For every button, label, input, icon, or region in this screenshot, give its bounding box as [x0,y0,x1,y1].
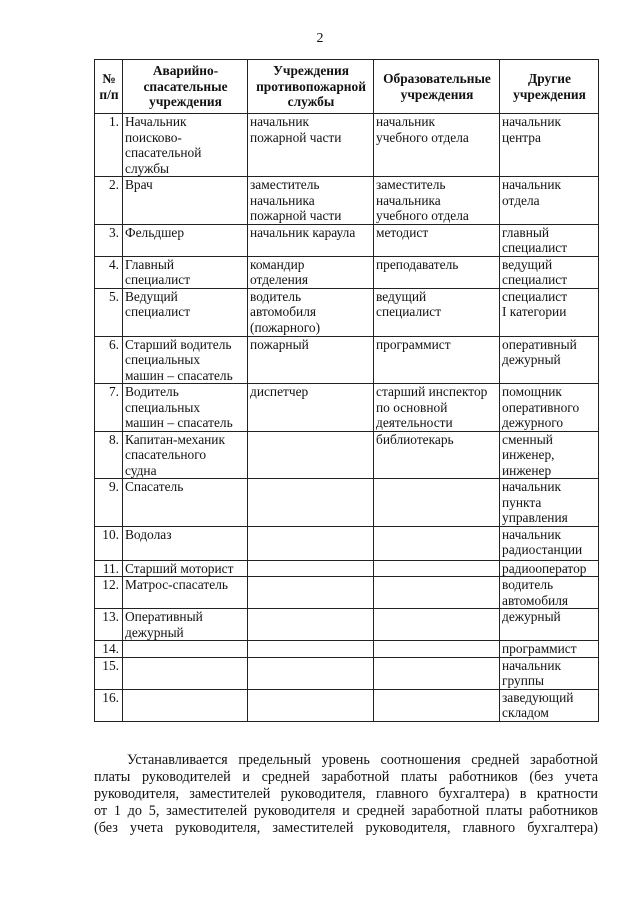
cell-text: 8. [108,431,119,447]
rescue-cell [123,114,248,177]
educational-cell [374,479,500,527]
row-number-cell [95,560,123,577]
cell-text: Матрос-спасатель [125,577,228,592]
rescue-cell [123,689,248,721]
row-number-cell [95,256,123,288]
other-cell [500,224,599,256]
fire-service-cell [248,560,374,577]
rescue-cell [123,479,248,527]
cell-text: водитель автомобиля (пожарного) [250,288,321,335]
row-number-cell [95,384,123,432]
educational-cell [374,114,500,177]
table-row [95,336,599,384]
rescue-cell [123,431,248,479]
cell-text: Капитан-механик спасательного судна [125,431,225,478]
cell-text: Главный специалист [125,256,191,287]
rescue-cell [123,256,248,288]
cell-text: заведующий складом [502,689,574,720]
cell-text: 5. [108,288,119,304]
fire-service-cell [248,577,374,609]
fire-service-cell [248,609,374,641]
cell-text: Спасатель [125,479,184,494]
header-number: № п/п [95,60,123,114]
table-row [95,609,599,641]
other-cell [500,609,599,641]
cell-text: начальник радиостанции [502,526,583,557]
other-cell [500,336,599,384]
cell-text: 11. [102,560,119,576]
cell-text: начальник учебного отдела [376,114,469,145]
rescue-cell [123,384,248,432]
educational-cell [374,431,500,479]
fire-service-cell [248,177,374,225]
table-row [95,224,599,256]
other-cell [500,431,599,479]
cell-text: дежурный [502,609,561,624]
cell-text: диспетчер [250,384,309,399]
header-rescue-institutions: Аварийно- спасательные учреждения [123,60,248,114]
educational-cell [374,526,500,560]
other-cell [500,689,599,721]
rescue-cell [123,288,248,336]
row-number-cell [95,224,123,256]
table-row [95,114,599,177]
cell-text: Водолаз [125,526,172,542]
row-number-cell [95,431,123,479]
cell-text: Старший водитель специальных машин – спасатель [125,336,233,383]
cell-text: 4. [108,256,119,272]
row-number-cell [95,609,123,641]
table-body [95,114,599,722]
cell-text: начальник группы [502,657,561,688]
paragraph-line: (без учета руководителя, заместителей руководителя, главного бухгалтера) [94,820,598,836]
cell-text: программист [502,641,577,656]
fire-service-cell [248,431,374,479]
other-cell [500,114,599,177]
other-cell [500,657,599,689]
cell-text: ведущий специалист [502,256,568,287]
cell-text: 6. [108,336,119,352]
cell-text: 10. [102,526,119,542]
cell-text: 16. [102,689,119,705]
rescue-cell [123,177,248,225]
fire-service-cell [248,336,374,384]
rescue-cell [123,577,248,609]
table-row [95,641,599,658]
educational-cell [374,641,500,658]
other-cell [500,256,599,288]
cell-text: 15. [102,657,119,673]
cell-text: Ведущий специалист [125,288,191,319]
other-cell [500,560,599,577]
cell-text: начальник караула [250,224,356,240]
salary-ratio-paragraph [94,752,598,837]
fire-service-cell [248,288,374,336]
table-row [95,657,599,689]
row-number-cell [95,177,123,225]
table-row [95,479,599,527]
other-cell [500,384,599,432]
cell-text: 7. [108,384,119,399]
educational-cell [374,256,500,288]
header-other-institutions: Другие учреждения [500,60,599,114]
other-cell [500,177,599,225]
row-number-cell [95,657,123,689]
educational-cell [374,577,500,609]
educational-cell [374,177,500,225]
educational-cell [374,288,500,336]
fire-service-cell [248,114,374,177]
other-cell [500,577,599,609]
header-educational-institutions: Образовательные учреждения [374,60,500,114]
fire-service-cell [248,224,374,256]
paragraph-line: платы руководителей и средней заработной платы работников (без учета [94,769,598,785]
row-number-cell [95,336,123,384]
header-fire-service-institutions: Учреждения противопожарной службы [248,60,374,114]
cell-text: преподаватель [376,256,459,272]
cell-text: 1. [108,114,119,129]
table-row [95,431,599,479]
educational-cell [374,657,500,689]
cell-text: 12. [102,577,119,592]
row-number-cell [95,114,123,177]
other-cell [500,288,599,336]
fire-service-cell [248,256,374,288]
rescue-cell [123,336,248,384]
fire-service-cell [248,526,374,560]
table-row [95,560,599,577]
table-row [95,689,599,721]
fire-service-cell [248,689,374,721]
table-row [95,577,599,609]
cell-text: Начальник поисково- спасательной службы [125,114,202,176]
cell-text: радиооператор [502,560,587,576]
row-number-cell [95,641,123,658]
cell-text: Оперативный дежурный [125,609,203,640]
cell-text: Водитель специальных машин – спасатель [125,384,233,430]
table-row [95,177,599,225]
rescue-cell [123,526,248,560]
fire-service-cell [248,657,374,689]
cell-text: начальник центра [502,114,561,145]
paragraph-line: от 1 до 5, заместителей руководителя и средней заработной платы работников [94,803,598,819]
cell-text: методист [376,224,429,240]
paragraph-line: руководителя, заместителей руководителя, главного бухгалтера) в кратности [94,786,598,802]
cell-text: 3. [108,224,119,240]
row-number-cell [95,526,123,560]
cell-text: пожарный [250,336,309,352]
fire-service-cell [248,479,374,527]
fire-service-cell [248,384,374,432]
row-number-cell [95,689,123,721]
rescue-cell [123,224,248,256]
educational-cell [374,384,500,432]
cell-text: помощник оперативного дежурного [502,384,580,430]
cell-text: 14. [102,641,119,656]
educational-cell [374,336,500,384]
other-cell [500,526,599,560]
cell-text: главный специалист [502,224,568,255]
rescue-cell [123,657,248,689]
cell-text: начальник отдела [502,177,561,208]
cell-text: заместитель начальника пожарной части [250,177,342,223]
cell-text: начальник пункта управления [502,479,568,525]
cell-text: ведущий специалист [376,288,442,319]
cell-text: 13. [102,609,119,624]
table-row [95,384,599,432]
cell-text: командир отделения [250,256,309,287]
rescue-cell [123,609,248,641]
row-number-cell [95,577,123,609]
cell-text: программист [376,336,451,352]
educational-cell [374,609,500,641]
other-cell [500,479,599,527]
cell-text: оперативный дежурный [502,336,577,367]
table-row [95,288,599,336]
cell-text: старший инспектор по основной деятельности [376,384,488,430]
table-header-row [95,60,599,114]
educational-cell [374,224,500,256]
page-number: 2 [316,31,324,46]
other-cell [500,641,599,658]
educational-cell [374,560,500,577]
cell-text: 2. [108,177,119,192]
cell-text: водитель автомобиля [502,577,569,608]
cell-text: Врач [125,177,153,192]
cell-text: специалист I категории [502,288,568,319]
cell-text: сменный инженер, инженер [502,431,555,478]
row-number-cell [95,479,123,527]
cell-text: заместитель начальника учебного отдела [376,177,469,223]
paragraph-line: Устанавливается предельный уровень соотношения средней заработной [127,752,598,768]
fire-service-cell [248,641,374,658]
table-row [95,526,599,560]
rescue-cell [123,641,248,658]
educational-cell [374,689,500,721]
positions-table [94,59,599,722]
rescue-cell [123,560,248,577]
row-number-cell [95,288,123,336]
cell-text: библиотекарь [376,431,454,447]
cell-text: начальник пожарной части [250,114,342,145]
cell-text: Фельдшер [125,224,185,240]
cell-text: 9. [108,479,119,494]
table-row [95,256,599,288]
cell-text: Старший моторист [125,560,234,576]
